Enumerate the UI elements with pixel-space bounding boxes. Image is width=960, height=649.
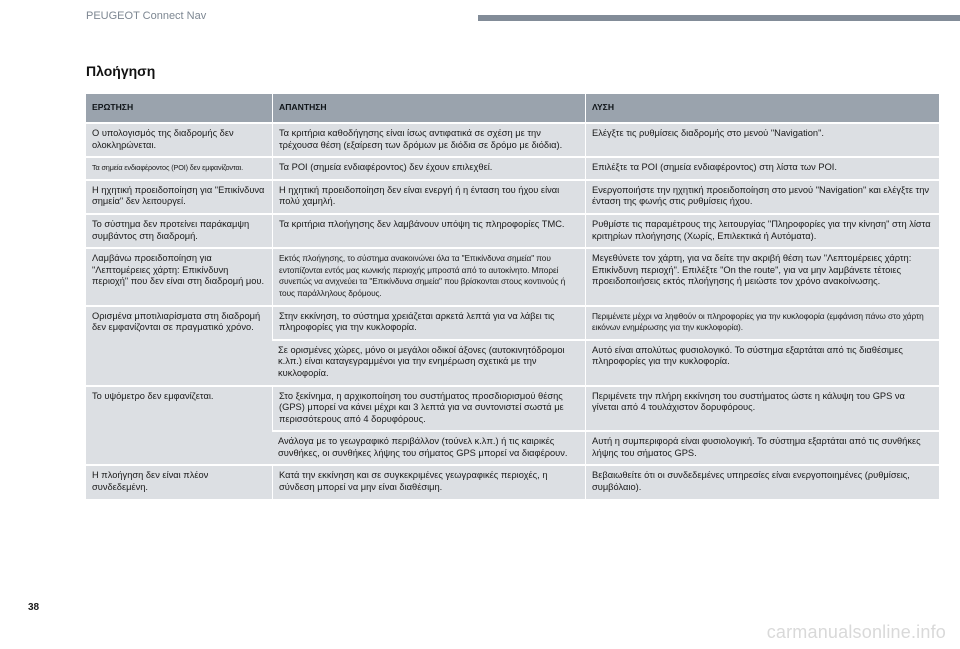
answer-cell: Ανάλογα με το γεωγραφικό περιβάλλον (τούνελ κ.λπ.) ή τις καιρικές συνθήκες, οι συνθήκες λήψης του σήματος GPS μπορεί να διαφέρουν. xyxy=(272,432,585,464)
question-cell: Λαμβάνω προειδοποίηση για "Λεπτομέρειες χάρτη: Επικίνδυνη περιοχή" που δεν είναι στη διαδρομή μου. xyxy=(86,249,272,304)
table-row xyxy=(86,249,939,304)
column-header-answer: ΑΠΑΝΤΗΣΗ xyxy=(272,94,585,122)
solution-cell: Ενεργοποιήστε την ηχητική προειδοποίηση στο μενού "Navigation" και ελέγξτε την ένταση της φωνής στις ρυθμίσεις ήχου. xyxy=(585,181,939,213)
faq-table xyxy=(86,92,939,501)
solution-cell: Ρυθμίστε τις παραμέτρους της λειτουργίας "Πληροφορίες για την κίνηση" στη λίστα κριτηρίων πλοήγησης (Χωρίς, Επιλεκτικά ή Αυτόματα). xyxy=(585,215,939,247)
answer-cell: Εκτός πλοήγησης, το σύστημα ανακοινώνει όλα τα "Επικίνδυνα σημεία" που εντοπίζονται εντός μας κωνικής περιοχής μπροστά από το αυτοκίνητο. Μπορεί συνεπώς να ανιχνεύει τα "Επικίνδυνα σημεία" που βρίσκονται στους κοντινούς ή τους παράλληλους δρόμους. xyxy=(272,249,585,304)
answer-cell: Στην εκκίνηση, το σύστημα χρειάζεται αρκετά λεπτά για να λάβει τις πληροφορίες για την κυκλοφορία. xyxy=(272,307,585,339)
table-header-row xyxy=(86,94,939,122)
solution-cell: Αυτό είναι απολύτως φυσιολογικό. Το σύστημα εξαρτάται από τις διαθέσιμες πληροφορίες για την κυκλοφορία. xyxy=(585,341,939,385)
table-row xyxy=(86,387,939,431)
manual-section-label: PEUGEOT Connect Nav xyxy=(86,10,207,22)
table-row xyxy=(86,181,939,213)
column-header-question: ΕΡΩΤΗΣΗ xyxy=(86,94,272,122)
solution-cell: Περιμένετε μέχρι να ληφθούν οι πληροφορίες για την κυκλοφορία (εμφάνιση πάνω στο χάρτη εικόνων ενημέρωσης για την κυκλοφορία). xyxy=(585,307,939,339)
table-row xyxy=(86,158,939,179)
table-row xyxy=(86,215,939,247)
table-row xyxy=(86,466,939,498)
solution-cell: Επιλέξτε τα POI (σημεία ενδιαφέροντος) στη λίστα των POI. xyxy=(585,158,939,179)
solution-cell: Ελέγξτε τις ρυθμίσεις διαδρομής στο μενού "Navigation". xyxy=(585,124,939,156)
table-row xyxy=(86,124,939,156)
question-cell: Τα σημεία ενδιαφέροντος (POI) δεν εμφανίζονται. xyxy=(86,158,272,179)
page-title: Πλοήγηση xyxy=(86,63,156,79)
solution-cell: Βεβαιωθείτε ότι οι συνδεδεμένες υπηρεσίες είναι ενεργοποιημένες (ρυθμίσεις, συμβόλαιο). xyxy=(585,466,939,498)
answer-cell: Τα κριτήρια πλοήγησης δεν λαμβάνουν υπόψη τις πληροφορίες TMC. xyxy=(272,215,585,247)
question-cell: Το σύστημα δεν προτείνει παράκαμψη συμβάντος στη διαδρομή. xyxy=(86,215,272,247)
column-header-solution: ΛΥΣΗ xyxy=(585,94,939,122)
answer-cell: Στο ξεκίνημα, η αρχικοποίηση του συστήματος προσδιορισμού θέσης (GPS) μπορεί να κάνει μέχρι και 3 λεπτά για να συντονιστεί σωστά με περισσότερους από 4 δορυφόρους. xyxy=(272,387,585,431)
solution-cell: Μεγεθύνετε τον χάρτη, για να δείτε την ακριβή θέση των "Λεπτομέρειες χάρτη: Επικίνδυνη περιοχή". Επιλέξτε "On the route", για να μην λαμβάνετε τέτοιες προειδοποιήσεις εκτός πλοήγησης ή μειώστε τον χρόνο ανακοίνωσης. xyxy=(585,249,939,304)
solution-cell: Περιμένετε την πλήρη εκκίνηση του συστήματος ώστε η κάλυψη του GPS να γίνεται από 4 τουλάχιστον δορυφόρους. xyxy=(585,387,939,431)
page-number: 38 xyxy=(28,602,40,613)
solution-cell: Αυτή η συμπεριφορά είναι φυσιολογική. Το σύστημα εξαρτάται από τις συνθήκες λήψης του σήματος GPS. xyxy=(585,432,939,464)
answer-cell: Σε ορισμένες χώρες, μόνο οι μεγάλοι οδικοί άξονες (αυτοκινητόδρομοι κ.λπ.) είναι καταγεγραμμένοι για την ενημέρωση σχετικά με την κυκλοφορία. xyxy=(272,341,585,385)
answer-cell: Κατά την εκκίνηση και σε συγκεκριμένες γεωγραφικές περιοχές, η σύνδεση μπορεί να μην είναι διαθέσιμη. xyxy=(272,466,585,498)
question-cell: Ορισμένα μποτιλιαρίσματα στη διαδρομή δεν εμφανίζονται σε πραγματικό χρόνο. xyxy=(86,307,272,385)
question-cell: Ο υπολογισμός της διαδρομής δεν ολοκληρώνεται. xyxy=(86,124,272,156)
answer-cell: Τα POI (σημεία ενδιαφέροντος) δεν έχουν επιλεχθεί. xyxy=(272,158,585,179)
answer-cell: Η ηχητική προειδοποίηση δεν είναι ενεργή ή η ένταση του ήχου είναι πολύ χαμηλή. xyxy=(272,181,585,213)
question-cell: Το υψόμετρο δεν εμφανίζεται. xyxy=(86,387,272,465)
table-row xyxy=(86,307,939,339)
question-cell: Η πλοήγηση δεν είναι πλέον συνδεδεμένη. xyxy=(86,466,272,498)
question-cell: Η ηχητική προειδοποίηση για "Επικίνδυνα σημεία" δεν λειτουργεί. xyxy=(86,181,272,213)
answer-cell: Τα κριτήρια καθοδήγησης είναι ίσως αντιφατικά σε σχέση με την τρέχουσα θέση (εξαίρεση των δρόμων με διόδια σε δρόμο με διόδια). xyxy=(272,124,585,156)
header-bar xyxy=(478,15,960,21)
watermark-text: carmanualsonline.info xyxy=(766,622,946,642)
